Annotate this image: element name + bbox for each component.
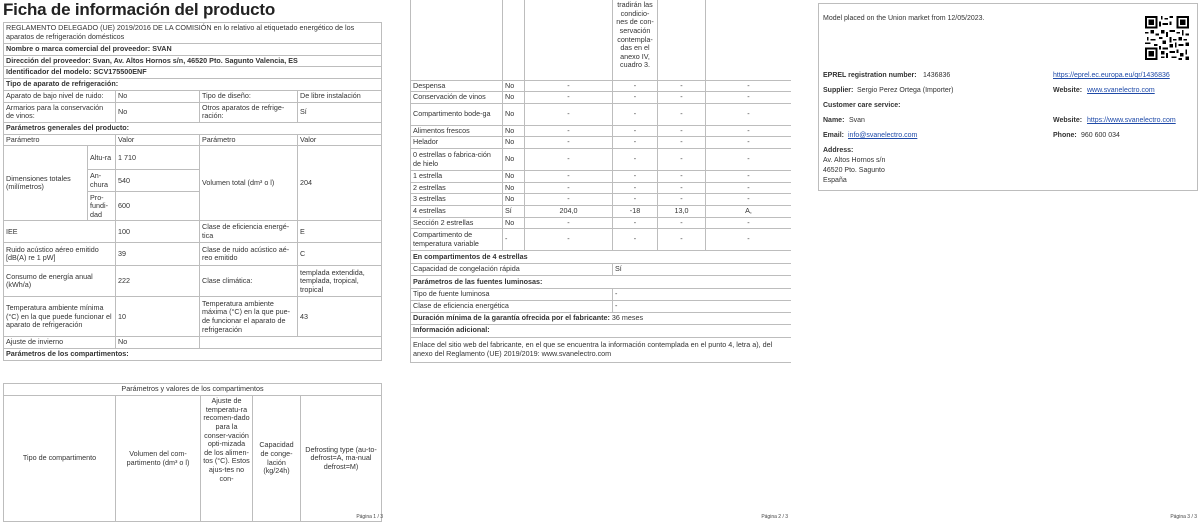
warranty-label: Duración mínima de la garantía ofrecida por el fabricante: (413, 312, 610, 322)
compartment-cap-cell: - (658, 217, 706, 229)
compartment-present-cell: No (503, 149, 525, 171)
compartment-name-cell: 4 estrellas (411, 205, 503, 217)
dimensions-label: Dimensiones totales (milímetros) (4, 146, 88, 221)
page-number: Página 2 / 3 (761, 514, 788, 520)
compartment-def-cell: - (706, 194, 792, 206)
email-link[interactable]: info@svanelectro.com (848, 132, 918, 139)
value-column-header: Valor (116, 134, 200, 146)
compartment-volume-header: Volumen del com-partimento (dm³ o l) (116, 396, 201, 522)
fast-freeze-value: Sí (613, 264, 792, 276)
max-temp-value: 43 (298, 297, 382, 337)
param-column-header-2: Parámetro (200, 134, 298, 146)
light-efficiency-label: Clase de eficiencia energética (411, 300, 613, 312)
wine-storage-value: No (116, 102, 200, 122)
compartment-present-cell: No (503, 125, 525, 137)
compartment-name-cell: Despensa (411, 80, 503, 92)
min-temp-value: 10 (116, 297, 200, 337)
compartment-cap-cell: - (658, 125, 706, 137)
compartment-cap-cell: - (658, 149, 706, 171)
supplier-label: Supplier: (823, 87, 854, 94)
compartments-table (410, 0, 791, 363)
compartment-temp-cell: - (613, 229, 658, 251)
website-link[interactable]: www.svanelectro.com (1087, 87, 1155, 94)
param-column-header: Parámetro (4, 134, 116, 146)
compartment-cap-cell: - (658, 171, 706, 183)
page-3 (815, 0, 1200, 522)
compartment-row (411, 92, 792, 104)
compartment-name-cell: 3 estrellas (411, 194, 503, 206)
design-type-label: Tipo de diseño: (200, 90, 298, 102)
compartment-temp-cell: - (613, 171, 658, 183)
compartment-vol-cell: - (525, 229, 613, 251)
compartment-def-cell: - (706, 171, 792, 183)
freezing-capacity-header: Capacidad de conge-lación (kg/24h) (253, 396, 301, 522)
compartment-row (411, 171, 792, 183)
compartment-def-cell: - (706, 137, 792, 149)
model-identifier-row: Identificador del modelo: SCV175500ENF (4, 67, 382, 79)
light-type-label: Tipo de fuente luminosa (411, 289, 613, 301)
compartment-present-cell: - (503, 229, 525, 251)
noise-label: Ruido acústico aéreo emitido [dB(A) re 1 pW] (4, 243, 116, 266)
fast-freeze-label: Capacidad de congelación rápida (411, 264, 613, 276)
energy-class-label: Clase de eficiencia energé-tica (200, 221, 298, 243)
warranty-row (411, 312, 792, 324)
low-noise-value: No (116, 90, 200, 102)
compartment-temp-cell: - (613, 125, 658, 137)
compartment-def-cell: - (706, 103, 792, 125)
compartment-temp-cell: - (613, 182, 658, 194)
compartment-vol-cell: - (525, 125, 613, 137)
compartment-def-cell: - (706, 149, 792, 171)
height-label: Altu-ra (88, 146, 116, 170)
low-noise-label: Aparato de bajo nivel de ruido: (4, 90, 116, 102)
compartment-def-cell: - (706, 229, 792, 251)
compartment-row (411, 125, 792, 137)
warranty-value: 36 meses (611, 312, 644, 322)
noise-class-value: C (298, 243, 382, 266)
compartment-type-header: Tipo de compartimento (4, 396, 116, 522)
compartment-temp-cell: - (613, 149, 658, 171)
address-line-2: 46520 Pto. Sagunto (823, 167, 885, 174)
compartment-row (411, 149, 792, 171)
compartment-cap-cell: - (658, 80, 706, 92)
compartment-row (411, 205, 792, 217)
appliance-type-header: Tipo de aparato de refrigeración: (4, 78, 382, 90)
compartment-vol-cell: - (525, 182, 613, 194)
page-number: Página 1 / 3 (356, 514, 383, 520)
compartment-name-cell: Alimentos frescos (411, 125, 503, 137)
compartment-temp-cell: - (613, 80, 658, 92)
phone-value: 960 600 034 (1081, 132, 1120, 139)
supplier-address-row: Dirección del proveedor: Svan, Av. Altos Hornos s/n, 46520 Pto. Sagunto Valencia, ES (4, 55, 382, 67)
address-line-1: Av. Altos Hornos s/n (823, 157, 886, 164)
compartment-name-cell: Compartimento de temperatura variable (411, 229, 503, 251)
recommended-temp-header: Ajuste de temperatu-ra recomen-dado para la conser-vación opti-mizada de los alimen-tos (°C). Estos ajus-tes no con- (201, 396, 253, 522)
compartment-cap-cell: - (658, 137, 706, 149)
compartment-name-cell: Compartimento bode-ga (411, 103, 503, 125)
compartment-cap-cell: - (658, 182, 706, 194)
page-2 (409, 0, 791, 522)
compartment-present-cell: No (503, 194, 525, 206)
iee-value: 100 (116, 221, 200, 243)
value-column-header-2: Valor (298, 134, 382, 146)
name-value: Svan (849, 117, 865, 124)
compartment-name-cell: Helador (411, 137, 503, 149)
compartment-row (411, 137, 792, 149)
compartment-vol-cell: - (525, 149, 613, 171)
climate-class-value: templada extendida, templada, tropical, tropical (298, 266, 382, 297)
annual-energy-value: 222 (116, 266, 200, 297)
page-number: Página 3 / 3 (1170, 514, 1197, 520)
compartment-temp-cell: - (613, 137, 658, 149)
noise-class-label: Clase de ruido acústico aé-reo emitido (200, 243, 298, 266)
winter-setting-value: No (116, 337, 200, 349)
compartment-temp-cell: - (613, 194, 658, 206)
compartment-vol-cell: - (525, 92, 613, 104)
supplier-name-row: Nombre o marca comercial del proveedor: SVAN (4, 44, 382, 56)
other-appliance-value: Sí (298, 102, 382, 122)
eprel-label: EPREL registration number: (823, 72, 917, 79)
eprel-value: 1436836 (923, 72, 951, 79)
compartment-cap-cell: - (658, 194, 706, 206)
depth-label: Pro-fundi-dad (88, 192, 116, 221)
total-volume-value: 204 (298, 146, 382, 221)
depth-value: 600 (116, 192, 200, 221)
compartment-name-cell: Sección 2 estrellas (411, 217, 503, 229)
compartment-present-cell: Sí (503, 205, 525, 217)
website-label: Website: (1053, 87, 1083, 94)
climate-class-label: Clase climática: (200, 266, 298, 297)
compartment-name-cell: 0 estrellas o fabrica-ción de hielo (411, 149, 503, 171)
general-params-header: Parámetros generales del producto: (4, 122, 382, 134)
additional-info-text: Enlace del sitio web del fabricante, en el que se encuentra la información contemplada en el punto 4, letra a), del anexo del Reglamento (UE) 2019/2019: www.svanelectro.com (411, 337, 792, 362)
customer-care-label: Customer care service: (823, 102, 901, 109)
website2-label: Website: (1053, 117, 1083, 124)
compartment-vol-cell: - (525, 171, 613, 183)
compartment-present-cell: No (503, 137, 525, 149)
market-date-text: Model placed on the Union market from 12/05/2023. (823, 15, 985, 22)
compartment-params-header: Parámetros de los compartimentos: (4, 349, 382, 361)
name-label: Name: (823, 117, 845, 124)
total-volume-label: Volumen total (dm³ o l) (200, 146, 298, 221)
winter-setting-label: Ajuste de invierno (4, 337, 116, 349)
light-source-header: Parámetros de las fuentes luminosas: (411, 276, 792, 289)
compartment-temp-cell: - (613, 217, 658, 229)
energy-class-value: E (298, 221, 382, 243)
compartment-present-cell: No (503, 103, 525, 125)
noise-value: 39 (116, 243, 200, 266)
address-label: Address: (823, 147, 854, 154)
compartment-temp-cell: - (613, 92, 658, 104)
defrost-type-header: Defrosting type (au-to-defrost=A, ma-nual defrost=M) (301, 396, 382, 522)
annual-energy-label: Consumo de energía anual (kWh/a) (4, 266, 116, 297)
document-title: Ficha de información del producto (3, 0, 276, 19)
compartment-row (411, 229, 792, 251)
compartment-header-table (3, 383, 382, 522)
compartment-row (411, 80, 792, 92)
compartment-def-cell: - (706, 125, 792, 137)
four-star-header: En compartimentos de 4 estrellas (411, 251, 792, 264)
product-info-table (3, 22, 382, 361)
qr-code-icon[interactable] (1145, 16, 1189, 60)
compartment-name-cell: Conservación de vinos (411, 92, 503, 104)
wine-storage-label: Armarios para la conservación de vinos: (4, 102, 116, 122)
compartment-def-cell: - (706, 182, 792, 194)
compartment-vol-cell: - (525, 194, 613, 206)
compartment-temp-cell: -18 (613, 205, 658, 217)
design-type-value: De libre instalación (298, 90, 382, 102)
min-temp-label: Temperatura ambiente mínima (°C) en la que puede funcionar el aparato de refrigeración (4, 297, 116, 337)
width-label: An-chura (88, 170, 116, 192)
additional-info-header: Información adicional: (411, 324, 792, 337)
compartment-def-cell: A, (706, 205, 792, 217)
compartment-row (411, 194, 792, 206)
compartment-vol-cell: 204,0 (525, 205, 613, 217)
compartment-present-cell: No (503, 92, 525, 104)
page-1 (0, 0, 386, 522)
compartment-present-cell: No (503, 182, 525, 194)
phone-label: Phone: (1053, 132, 1077, 139)
compartment-cap-cell: - (658, 103, 706, 125)
address-line-3: España (823, 177, 847, 184)
height-value: 1 710 (116, 146, 200, 170)
light-efficiency-value: - (613, 300, 792, 312)
compartment-name-cell: 2 estrellas (411, 182, 503, 194)
light-type-value: - (613, 289, 792, 301)
compartment-temp-cell: - (613, 103, 658, 125)
compartment-present-cell: No (503, 217, 525, 229)
eprel-info-box (818, 3, 1198, 191)
compartment-subheader: Parámetros y valores de los compartimentos (4, 384, 382, 396)
compartment-cap-cell: - (658, 229, 706, 251)
regulation-text: REGLAMENTO DELEGADO (UE) 2019/2016 DE LA COMISIÓN en lo relativo al etiquetado energético de los aparatos de refrigeración domésticos (4, 23, 382, 44)
compartment-row (411, 182, 792, 194)
compartment-vol-cell: - (525, 103, 613, 125)
compartment-present-cell: No (503, 80, 525, 92)
compartment-name-cell: 1 estrella (411, 171, 503, 183)
max-temp-label: Temperatura ambiente máxima (°C) en la que pue-de funcionar el aparato de refrigeración (200, 297, 298, 337)
website2-link[interactable]: https://www.svanelectro.com (1087, 117, 1176, 124)
compartment-vol-cell: - (525, 80, 613, 92)
compartment-vol-cell: - (525, 217, 613, 229)
compartment-row (411, 103, 792, 125)
compartment-vol-cell: - (525, 137, 613, 149)
compartment-cap-cell: - (658, 92, 706, 104)
compartment-def-cell: - (706, 80, 792, 92)
supplier-value: Sergio Perez Ortega (Importer) (857, 87, 954, 94)
recommended-temp-header-cont: tradirán las condicio-nes de con-servación contempla-das en el anexo IV, cuadro 3. (613, 0, 658, 80)
compartment-cap-cell: 13,0 (658, 205, 706, 217)
compartment-def-cell: - (706, 92, 792, 104)
compartment-row (411, 217, 792, 229)
email-label: Email: (823, 132, 845, 139)
compartment-present-cell: No (503, 171, 525, 183)
other-appliance-label: Otros aparatos de refrige-ración: (200, 102, 298, 122)
iee-label: IEE (4, 221, 116, 243)
eprel-link[interactable]: https://eprel.ec.europa.eu/qr/1436836 (1053, 72, 1170, 79)
width-value: 540 (116, 170, 200, 192)
compartment-def-cell: - (706, 217, 792, 229)
